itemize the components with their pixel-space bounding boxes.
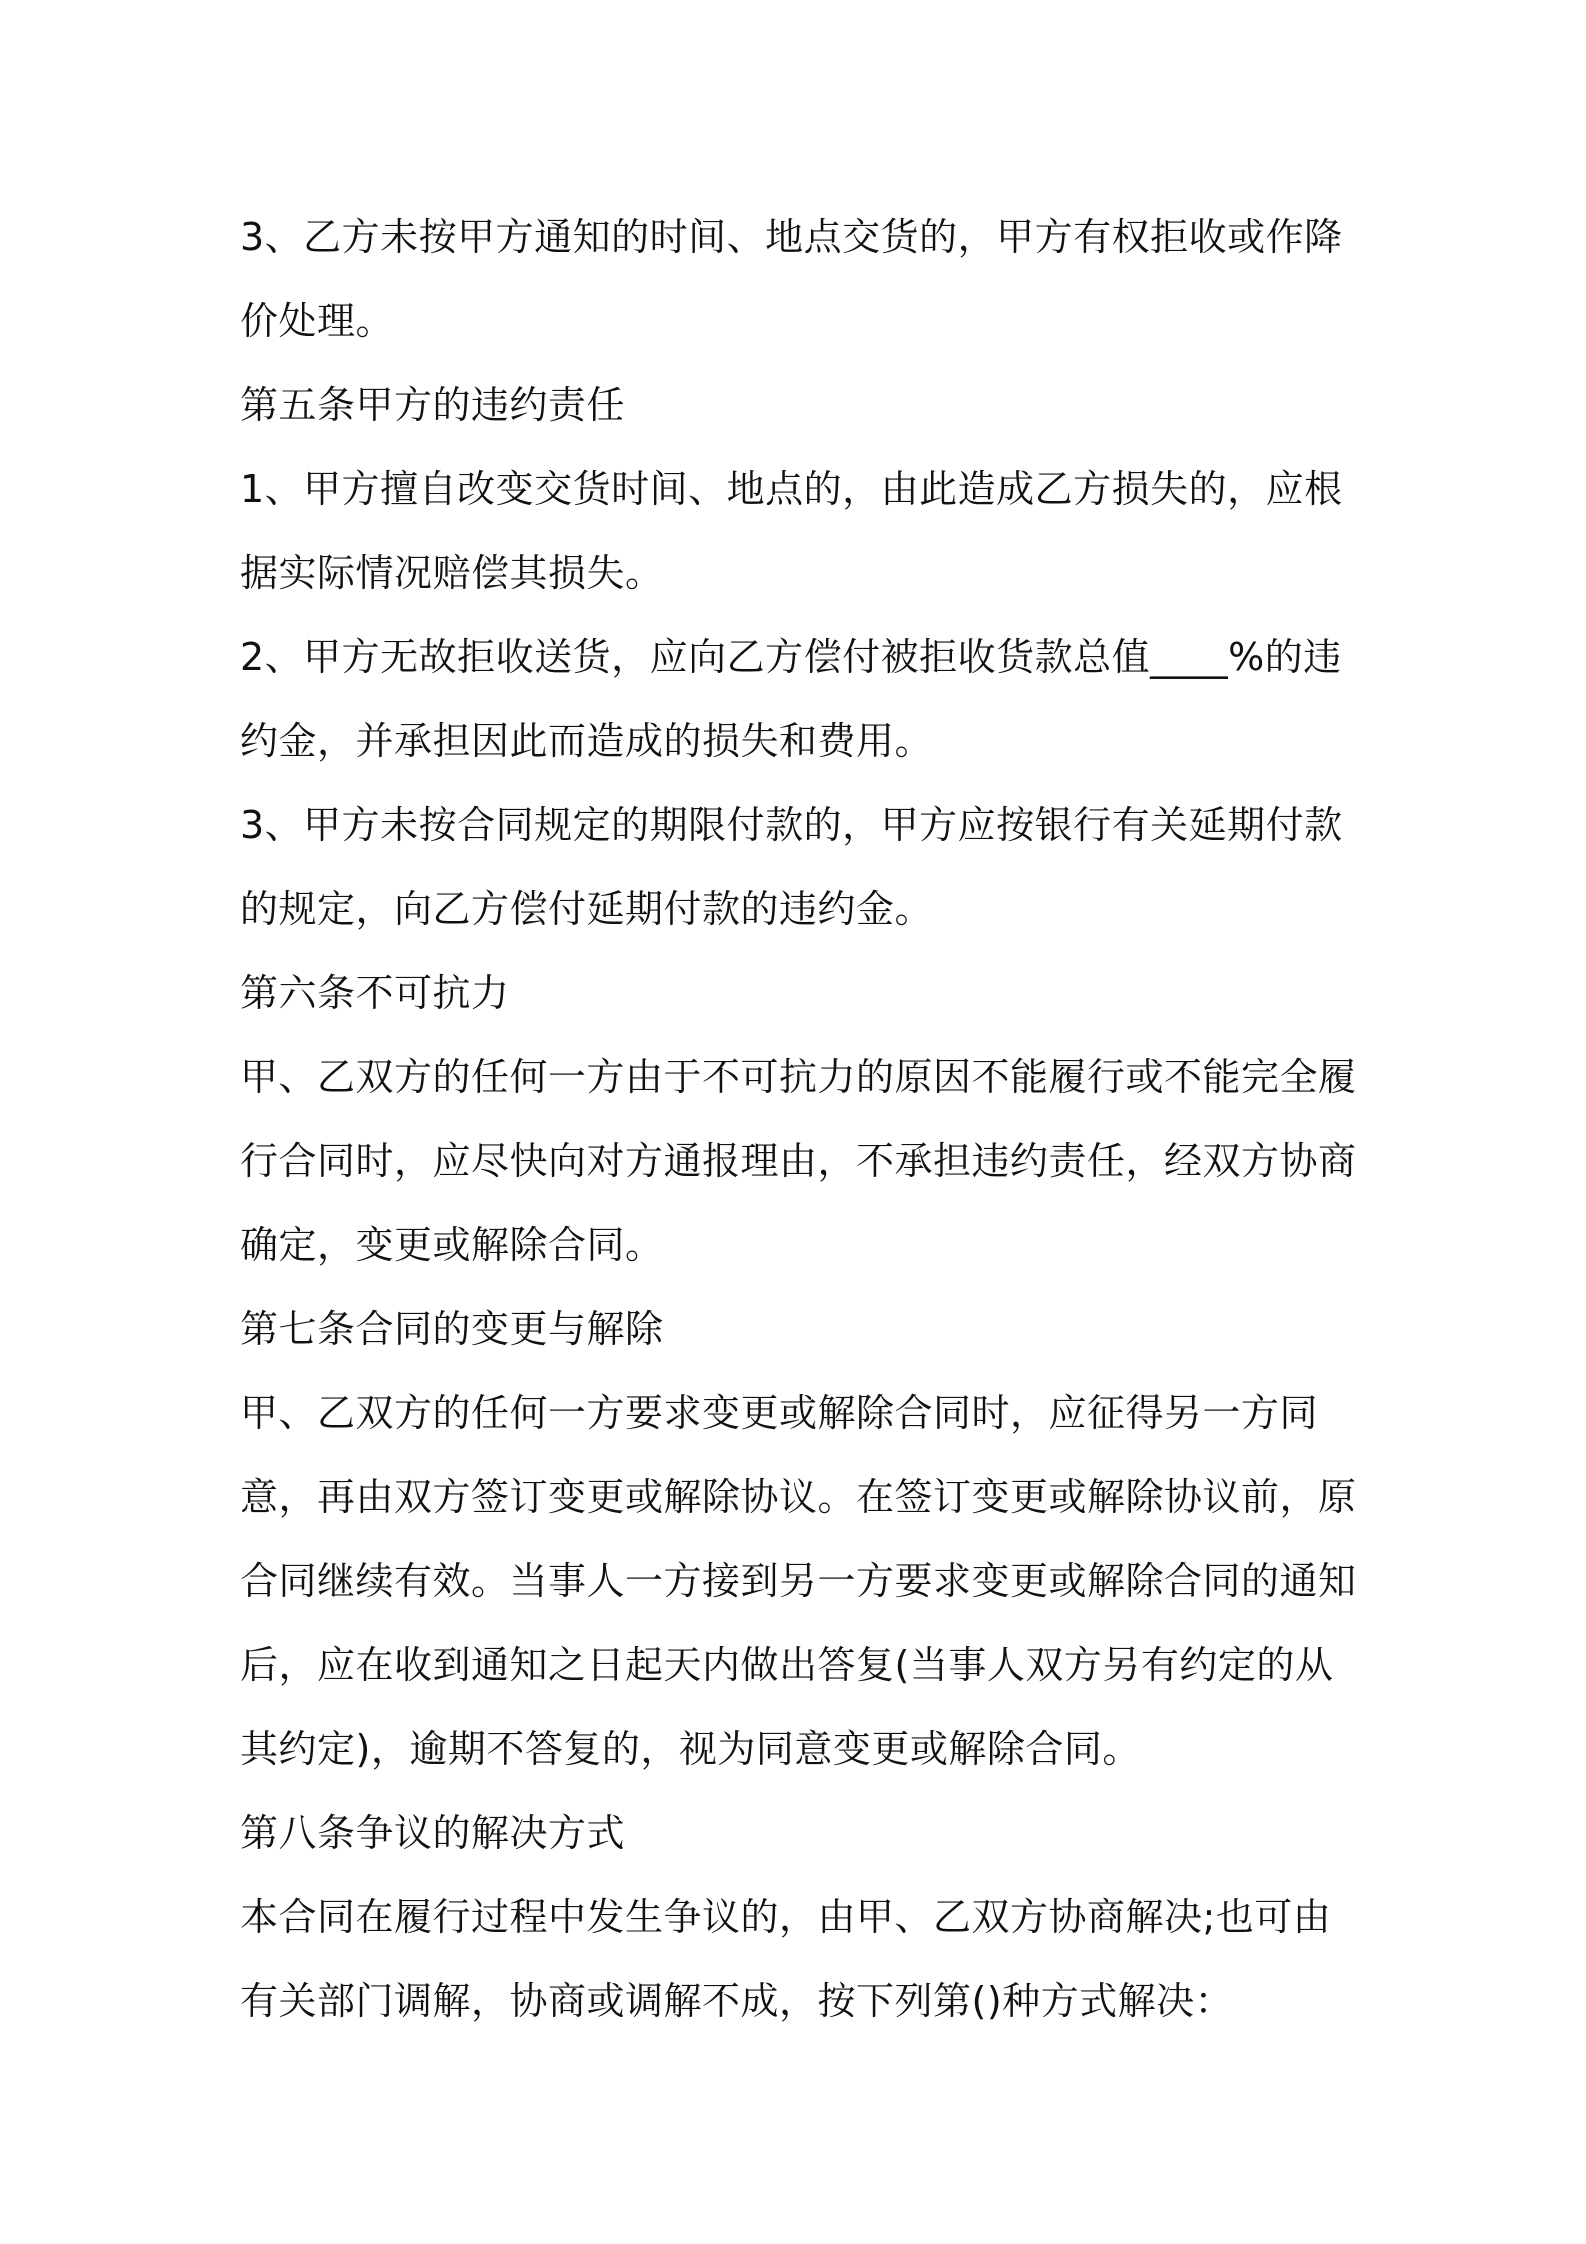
article-5-heading: 第五条甲方的违约责任 <box>240 383 626 427</box>
document-body <box>240 195 1360 2043</box>
clause-5-item-2: 2、甲方无故拒收送货，应向乙方偿付被拒收货款总值____%的违约金，并承担因此而造成的损失和费用。 <box>240 635 1342 763</box>
clause-8-text: 本合同在履行过程中发生争议的，由甲、乙双方协商解决;也可由有关部门调解，协商或调解不成，按下列第()种方式解决： <box>240 1895 1332 2023</box>
clause-7-text: 甲、乙双方的任何一方要求变更或解除合同时，应征得另一方同意，再由双方签订变更或解除协议。在签订变更或解除协议前，原合同继续有效。当事人一方接到另一方要求变更或解除合同的通知后，应在收到通知之日起天内做出答复(当事人双方另有约定的从其约定)，逾期不答复的，视为同意变更或解除合同。 <box>240 1391 1357 1771</box>
clause-6-text: 甲、乙双方的任何一方由于不可抗力的原因不能履行或不能完全履行合同时，应尽快向对方通报理由，不承担违约责任，经双方协商确定，变更或解除合同。 <box>240 1055 1357 1267</box>
clause-5-item-3: 3、甲方未按合同规定的期限付款的，甲方应按银行有关延期付款的规定，向乙方偿付延期付款的违约金。 <box>240 803 1343 931</box>
article-7-heading: 第七条合同的变更与解除 <box>240 1307 664 1351</box>
article-8-heading: 第八条争议的解决方式 <box>240 1811 626 1855</box>
article-6-heading: 第六条不可抗力 <box>240 971 510 1015</box>
clause-4-item-3: 3、乙方未按甲方通知的时间、地点交货的，甲方有权拒收或作降价处理。 <box>240 215 1343 343</box>
clause-5-item-1: 1、甲方擅自改变交货时间、地点的，由此造成乙方损失的，应根据实际情况赔偿其损失。 <box>240 467 1343 595</box>
